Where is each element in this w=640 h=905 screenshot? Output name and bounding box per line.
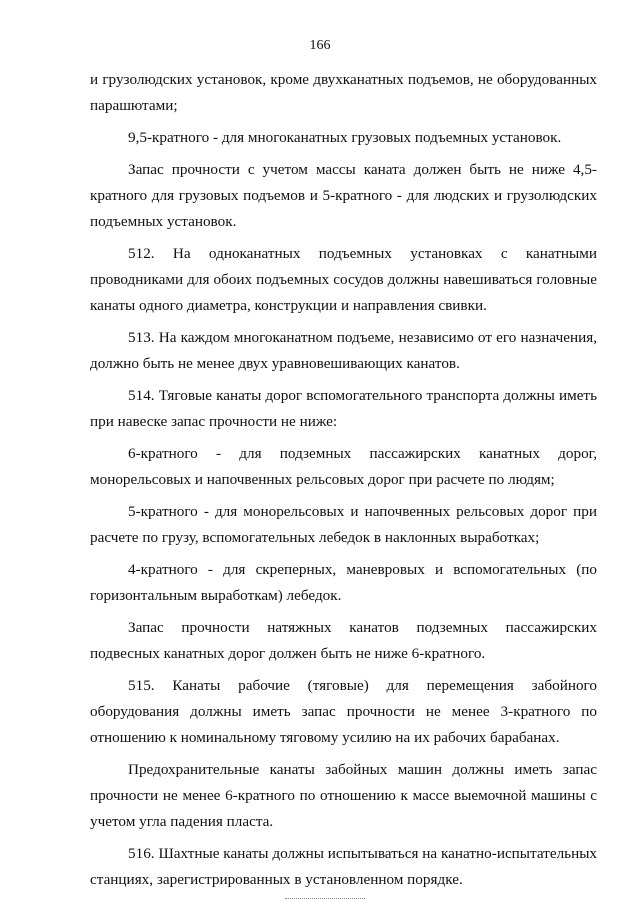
- paragraph-safety-ropes: Предохранительные канаты забойных машин должны иметь запас прочности не менее 6-кратного по отношению к массе выемочной машины с учетом угла падения пласта.: [90, 761, 597, 830]
- paragraph-514: 514. Тяговые канаты дорог вспомогательного транспорта должны иметь при навеске запас прочности не ниже:: [90, 387, 597, 430]
- document-body: [90, 67, 597, 899]
- paragraph-516: 516. Шахтные канаты должны испытываться на канатно-испытательных станциях, зарегистрированных в установленном порядке.: [90, 845, 597, 888]
- paragraph-515: 515. Канаты рабочие (тяговые) для перемещения забойного оборудования должны иметь запас прочности не менее 3-кратного по отношению к номинальному тяговому усилию на их рабочих барабанах.: [90, 677, 597, 746]
- paragraph-5x-ratio: 5-кратного - для монорельсовых и напочвенных рельсовых дорог при расчете по грузу, вспомогательных лебедок в наклонных выработках;: [90, 503, 597, 546]
- paragraph-tension-ropes: Запас прочности натяжных канатов подземных пассажирских подвесных канатных дорог должен быть не ниже 6-кратного.: [90, 619, 597, 662]
- footer-mark: [285, 898, 365, 901]
- paragraph-6x-ratio: 6-кратного - для подземных пассажирских канатных дорог, монорельсовых и напочвенных рельсовых дорог при расчете по людям;: [90, 445, 597, 488]
- paragraph-513: 513. На каждом многоканатном подъеме, независимо от его назначения, должно быть не менее двух уравновешивающих канатов.: [90, 329, 597, 372]
- paragraph-4x-ratio: 4-кратного - для скреперных, маневровых и вспомогательных (по горизонтальным выработкам) лебедок.: [90, 561, 597, 604]
- page-number: 166: [309, 38, 331, 53]
- paragraph-512: 512. На одноканатных подъемных установках с канатными проводниками для обоих подъемных сосудов должны навешиваться головные канаты одного диаметра, конструкции и направления свивки.: [90, 245, 597, 314]
- paragraph-rope-mass-safety: Запас прочности с учетом массы каната должен быть не ниже 4,5-кратного для грузовых подъемов и 5-кратного - для людских и грузолюдских подъемных установок.: [90, 161, 597, 230]
- paragraph-continuation: и грузолюдских установок, кроме двухканатных подъемов, не оборудованных парашютами;: [90, 71, 597, 114]
- paragraph-multirope-cargo: 9,5-кратного - для многоканатных грузовых подъемных установок.: [128, 129, 562, 146]
